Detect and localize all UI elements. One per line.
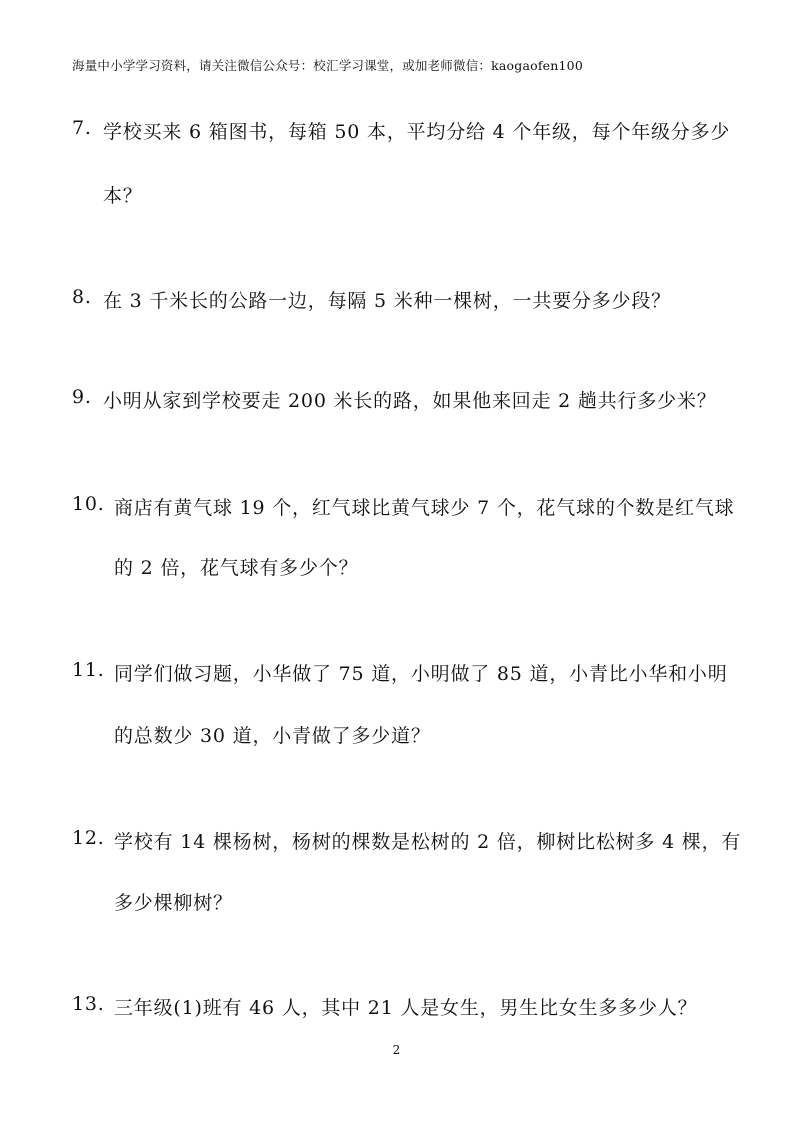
question-text-continued: 本？: [103, 185, 143, 207]
question-text: 学校有 14 棵杨树，杨树的棵数是松树的 2 倍，柳树比松树多 4 棵，有: [114, 831, 742, 853]
question-text: 在 3 千米长的公路一边，每隔 5 米种一棵树，一共要分多少段？: [103, 290, 671, 312]
page-number: 2: [392, 1043, 401, 1057]
question-text-continued: 的总数少 30 道，小青做了多少道？: [114, 725, 431, 747]
question-number: 13.: [72, 993, 105, 1015]
question-text: 商店有黄气球 19 个，红气球比黄气球少 7 个，花气球的个数是红气球: [114, 497, 735, 519]
question-number: 9.: [72, 386, 92, 408]
page-header: 海量中小学学习资料，请关注微信公众号：校汇学习课堂，或加老师微信：kaogaofen100: [72, 58, 583, 73]
question-text: 同学们做习题，小华做了 75 道，小明做了 85 道，小青比小华和小明: [114, 663, 728, 685]
question-text: 三年级(1)班有 46 人，其中 21 人是女生，男生比女生多多少人？: [114, 997, 698, 1019]
question-number: 12.: [72, 827, 105, 849]
question-number: 7.: [72, 117, 92, 139]
question-text-continued: 的 2 倍，花气球有多少个？: [114, 557, 359, 579]
question-text-continued: 多少棵柳树？: [114, 892, 233, 914]
question-number: 10.: [72, 493, 105, 515]
question-number: 8.: [72, 286, 92, 308]
question-text: 小明从家到学校要走 200 米长的路，如果他来回走 2 趟共行多少米？: [103, 390, 717, 412]
question-number: 11.: [72, 659, 105, 681]
question-text: 学校买来 6 箱图书，每箱 50 本，平均分给 4 个年级，每个年级分多少: [103, 121, 731, 143]
